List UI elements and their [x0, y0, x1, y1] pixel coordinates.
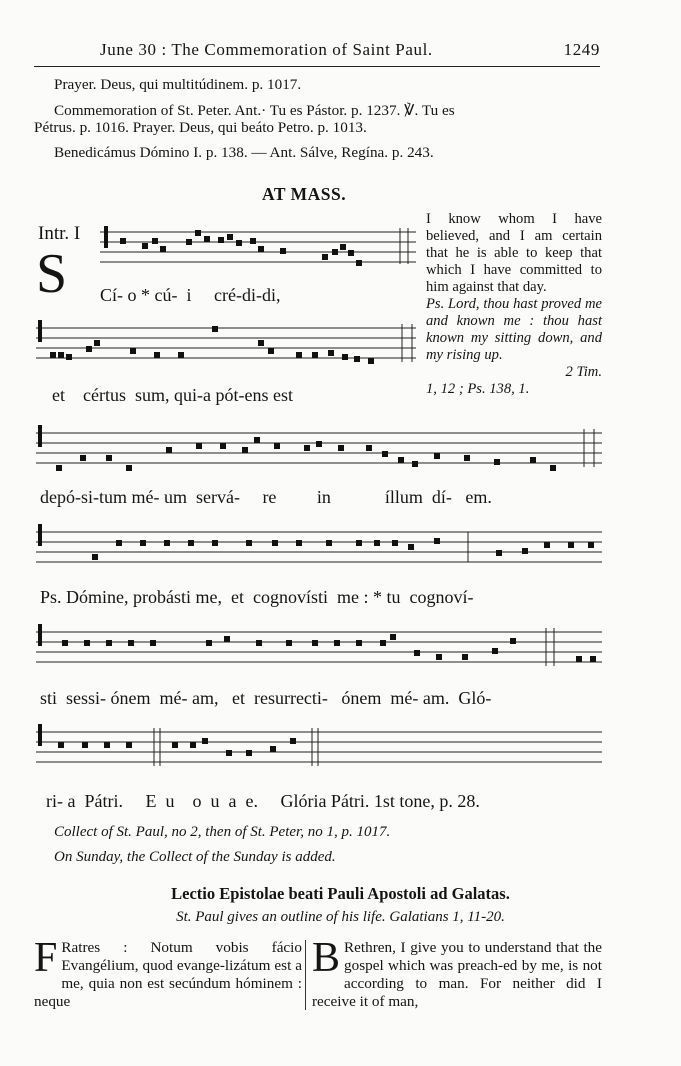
rubric-sunday: On Sunday, the Collect of the Sunday is added. — [54, 849, 336, 865]
page-header-title: June 30 : The Commemoration of Saint Paul. — [100, 40, 433, 59]
epistle-title: Lectio Epistolae beati Pauli Apostoli ad Galatas. — [171, 884, 510, 903]
introit-initial: S — [36, 243, 68, 305]
lyric-line-4: Ps. Dómine, probásti me, et cognovísti me : * tu cognoví- — [40, 587, 474, 607]
translation-text: I know whom I have believed, and I am certain that he is able to keep that which I have committed to him against that day. — [426, 211, 602, 295]
chant-staff-3 — [36, 425, 602, 481]
english-drop-cap: B — [312, 935, 341, 981]
chant-staff-2 — [36, 320, 416, 372]
lyric-line-1: Cí- o * cú- i cré-di-di, — [100, 285, 281, 305]
column-divider — [305, 940, 306, 1010]
lyric-line-6: ri- a Pátri. E u o u a e. Glória Pátri. 1st tone, p. 28. — [46, 791, 480, 811]
at-mass-heading: AT MASS. — [262, 184, 347, 204]
introit-translation — [426, 211, 602, 398]
prayer-line: Prayer. Deus, qui multitúdinem. p. 1017. — [54, 76, 302, 93]
running-header — [100, 40, 600, 60]
epistle-english-column — [312, 935, 602, 1011]
page-number: 1249 — [563, 40, 600, 59]
lyric-line-3: depó-si-tum mé- um servá- re in íllum dí- em. — [40, 487, 492, 507]
epistle-latin-column — [34, 935, 302, 1011]
latin-text: Ratres : Notum vobis fácio Evangélium, quod evange-lizátum est a me, quia non est secúndum hóminem : neque — [34, 939, 302, 1010]
rubric-collect: Collect of St. Paul, no 2, then of St. Peter, no 1, p. 1017. — [54, 824, 391, 840]
commemoration-line-2: Pétrus. p. 1016. Prayer. Deus, qui beáto Petro. p. 1013. — [34, 119, 367, 136]
translation-psalm: Ps. Lord, thou hast proved me and known me : thou hast known my sitting down, and my rising up. — [426, 296, 602, 363]
lyric-line-5: sti sessi- ónem mé- am, et resurrecti- ónem mé- am. Gló- — [40, 688, 492, 708]
english-text: Rethren, I give you to understand that the gospel which was preach-ed by me, is not according to man. For neither did I receive it of man, — [312, 939, 602, 1010]
lyric-line-2: et cértus sum, qui-a pót-ens est — [52, 385, 293, 405]
translation-ref-2: 1, 12 ; Ps. 138, 1. — [426, 381, 530, 397]
chant-staff-1 — [100, 224, 416, 276]
epistle-subtitle: St. Paul gives an outline of his life. Galatians 1, 11-20. — [176, 909, 505, 925]
header-rule — [34, 66, 600, 67]
chant-staff-4 — [36, 524, 602, 576]
latin-drop-cap: F — [34, 935, 58, 981]
chant-staff-6 — [36, 724, 602, 776]
benedicamus-line: Benedicámus Dómino I. p. 138. — Ant. Sálve, Regína. p. 243. — [54, 144, 434, 161]
translation-ref: 2 Tim. — [565, 364, 602, 380]
commemoration-line-1: Commemoration of St. Peter. Ant.· Tu es Pástor. p. 1237. ℣. Tu es — [54, 102, 455, 119]
chant-staff-5 — [36, 624, 602, 676]
introit-label: Intr. I — [38, 223, 81, 244]
